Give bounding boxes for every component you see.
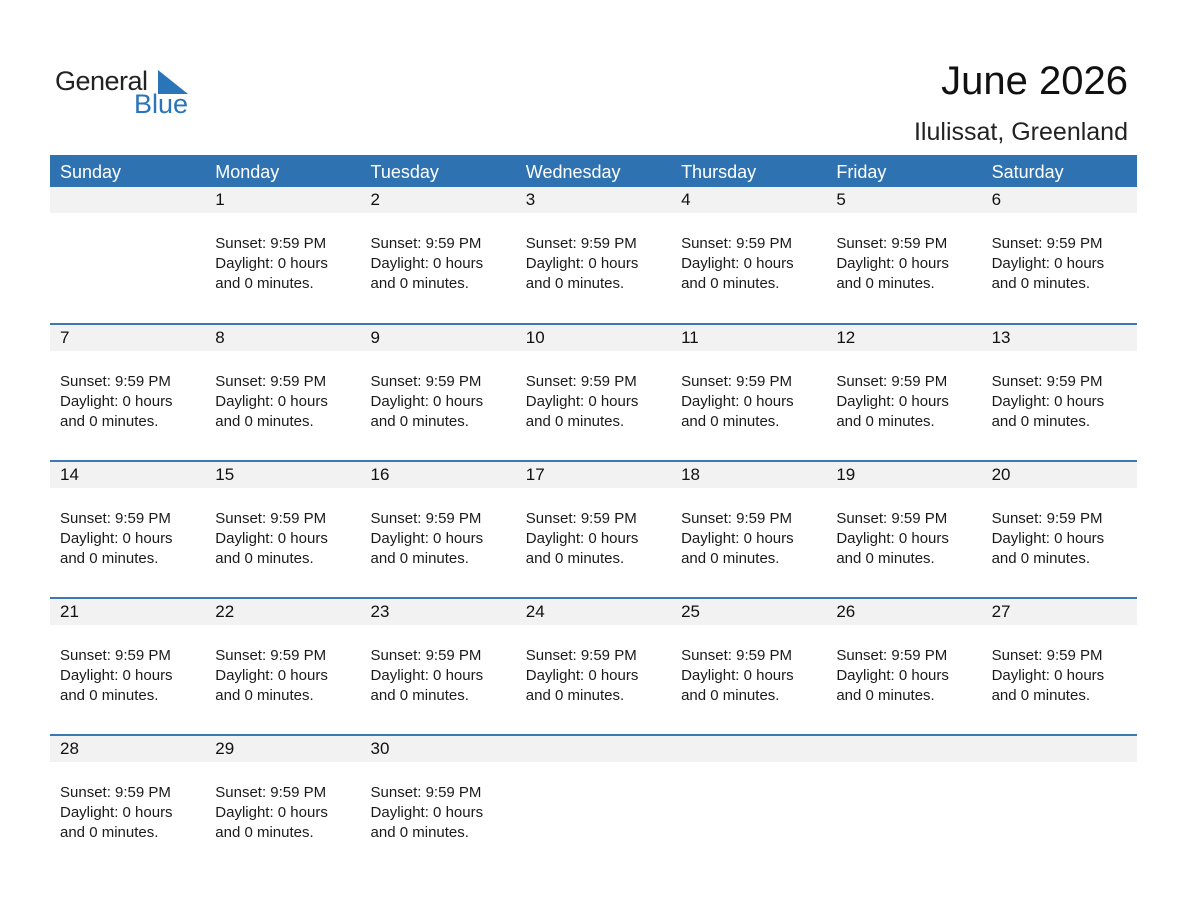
daylight-minutes: and 0 minutes. <box>991 550 1090 567</box>
day-number <box>826 736 981 762</box>
weekday-sunday: Sunday <box>60 162 122 182</box>
daylight-minutes: and 0 minutes. <box>215 275 314 292</box>
day-cell <box>205 646 360 706</box>
daylight-hours: Daylight: 0 hours <box>991 393 1105 410</box>
sunset-time: Sunset: 9:59 PM <box>370 647 482 664</box>
sunset-time: Sunset: 9:59 PM <box>836 373 948 390</box>
day-number: 20 <box>991 465 1011 484</box>
day-number: 24 <box>525 602 545 621</box>
daylight-minutes: and 0 minutes. <box>681 687 780 704</box>
day-cell <box>516 509 671 569</box>
daylight-hours: Daylight: 0 hours <box>60 804 173 821</box>
daylight-hours: Daylight: 0 hours <box>681 530 794 547</box>
day-number: 11 <box>681 328 699 347</box>
weekday-saturday: Saturday <box>991 162 1064 182</box>
day-cell <box>671 509 826 569</box>
daylight-hours: Daylight: 0 hours <box>836 667 949 684</box>
daylight-hours: Daylight: 0 hours <box>370 255 484 272</box>
daylight-minutes: and 0 minutes. <box>370 413 469 430</box>
day-cell <box>826 646 981 706</box>
sunset-time: Sunset: 9:59 PM <box>525 373 637 390</box>
daylight-hours: Daylight: 0 hours <box>525 667 639 684</box>
day-cell <box>50 234 205 294</box>
day-number: 21 <box>60 602 79 621</box>
day-number: 13 <box>991 328 1011 347</box>
sunset-time: Sunset: 9:59 PM <box>681 373 792 390</box>
weekday-tuesday: Tuesday <box>370 162 439 182</box>
day-cell <box>516 372 671 432</box>
daylight-hours: Daylight: 0 hours <box>370 667 484 684</box>
day-cell <box>982 646 1137 706</box>
sunset-time: Sunset: 9:59 PM <box>991 510 1103 527</box>
daylight-minutes: and 0 minutes. <box>60 413 159 430</box>
daylight-hours: Daylight: 0 hours <box>681 393 794 410</box>
calendar-week <box>50 460 1137 597</box>
weekday-header <box>50 155 1137 187</box>
day-number: 16 <box>370 465 390 484</box>
day-cell <box>982 783 1137 843</box>
weekday-thursday: Thursday <box>681 162 757 182</box>
calendar-grid <box>50 155 1137 871</box>
calendar-week <box>50 734 1137 871</box>
daylight-minutes: and 0 minutes. <box>836 687 935 704</box>
daylight-hours: Daylight: 0 hours <box>370 804 484 821</box>
day-number: 3 <box>525 190 536 209</box>
daylight-minutes: and 0 minutes. <box>370 824 469 841</box>
sunset-time: Sunset: 9:59 PM <box>836 235 948 252</box>
sunset-time: Sunset: 9:59 PM <box>991 373 1103 390</box>
sunset-time: Sunset: 9:59 PM <box>215 784 327 801</box>
calendar-weeks <box>50 187 1137 871</box>
daylight-minutes: and 0 minutes. <box>215 550 314 567</box>
sunset-time: Sunset: 9:59 PM <box>836 647 948 664</box>
day-number: 27 <box>991 602 1011 621</box>
day-cell <box>516 234 671 294</box>
day-number: 18 <box>681 465 700 484</box>
day-info-row <box>50 625 1137 706</box>
daylight-minutes: and 0 minutes. <box>60 550 159 567</box>
daylight-hours: Daylight: 0 hours <box>525 393 639 410</box>
day-cell <box>826 509 981 569</box>
day-number: 12 <box>836 328 856 347</box>
daylight-hours: Daylight: 0 hours <box>370 530 484 547</box>
day-cell <box>826 234 981 294</box>
day-number <box>516 736 671 762</box>
day-number: 4 <box>681 190 691 209</box>
sunset-time: Sunset: 9:59 PM <box>836 510 948 527</box>
sunset-time: Sunset: 9:59 PM <box>60 373 171 390</box>
day-cell <box>982 372 1137 432</box>
day-number: 8 <box>215 328 225 347</box>
day-cell <box>50 783 205 843</box>
calendar-week <box>50 187 1137 323</box>
day-cell <box>361 646 516 706</box>
day-info-row <box>50 762 1137 843</box>
day-number: 10 <box>525 328 545 347</box>
day-info-row <box>50 351 1137 432</box>
logo-text-general: General <box>55 66 148 96</box>
date-number-row <box>50 325 1137 351</box>
day-number: 14 <box>60 465 79 484</box>
daylight-minutes: and 0 minutes. <box>60 687 159 704</box>
day-cell <box>671 234 826 294</box>
day-cell <box>205 783 360 843</box>
day-number: 5 <box>836 190 846 209</box>
day-cell <box>361 783 516 843</box>
sunset-time: Sunset: 9:59 PM <box>60 784 171 801</box>
sunset-time: Sunset: 9:59 PM <box>215 373 327 390</box>
logo-text-blue: Blue <box>134 89 189 119</box>
daylight-hours: Daylight: 0 hours <box>836 393 949 410</box>
day-cell <box>361 234 516 294</box>
day-number: 28 <box>60 739 79 758</box>
daylight-minutes: and 0 minutes. <box>370 275 469 292</box>
day-number: 22 <box>215 602 235 621</box>
day-cell <box>516 646 671 706</box>
sunset-time: Sunset: 9:59 PM <box>370 784 482 801</box>
daylight-hours: Daylight: 0 hours <box>215 804 328 821</box>
sunset-time: Sunset: 9:59 PM <box>370 373 482 390</box>
sunset-time: Sunset: 9:59 PM <box>215 510 327 527</box>
sunset-time: Sunset: 9:59 PM <box>60 510 171 527</box>
sunset-time: Sunset: 9:59 PM <box>525 235 637 252</box>
day-cell <box>671 783 826 843</box>
page-title: June 2026 <box>941 59 1128 103</box>
daylight-minutes: and 0 minutes. <box>991 275 1090 292</box>
day-cell <box>361 372 516 432</box>
brand-logo <box>55 66 195 118</box>
day-cell <box>671 372 826 432</box>
day-cell <box>205 234 360 294</box>
daylight-hours: Daylight: 0 hours <box>836 530 949 547</box>
day-number: 2 <box>370 190 380 209</box>
day-number: 19 <box>836 465 856 484</box>
day-info-row <box>50 213 1137 294</box>
day-cell <box>205 372 360 432</box>
sunset-time: Sunset: 9:59 PM <box>215 647 327 664</box>
sunset-time: Sunset: 9:59 PM <box>60 647 171 664</box>
daylight-minutes: and 0 minutes. <box>215 687 314 704</box>
date-number-row <box>50 736 1137 762</box>
day-cell <box>516 783 671 843</box>
daylight-hours: Daylight: 0 hours <box>215 393 328 410</box>
daylight-hours: Daylight: 0 hours <box>215 255 328 272</box>
day-number <box>671 736 826 762</box>
sunset-time: Sunset: 9:59 PM <box>370 510 482 527</box>
daylight-minutes: and 0 minutes. <box>370 550 469 567</box>
daylight-minutes: and 0 minutes. <box>836 413 935 430</box>
sunset-time: Sunset: 9:59 PM <box>991 647 1103 664</box>
day-cell <box>361 509 516 569</box>
day-number: 1 <box>215 190 225 209</box>
daylight-hours: Daylight: 0 hours <box>991 255 1105 272</box>
daylight-minutes: and 0 minutes. <box>60 824 159 841</box>
day-cell <box>50 372 205 432</box>
day-cell <box>826 783 981 843</box>
day-number: 17 <box>525 465 545 484</box>
daylight-minutes: and 0 minutes. <box>215 824 314 841</box>
daylight-hours: Daylight: 0 hours <box>525 255 639 272</box>
daylight-hours: Daylight: 0 hours <box>60 393 173 410</box>
date-number-row <box>50 599 1137 625</box>
sunset-time: Sunset: 9:59 PM <box>681 647 792 664</box>
sunset-time: Sunset: 9:59 PM <box>525 647 637 664</box>
date-number-row <box>50 187 1137 213</box>
daylight-hours: Daylight: 0 hours <box>60 667 173 684</box>
daylight-minutes: and 0 minutes. <box>991 413 1090 430</box>
day-number: 26 <box>836 602 856 621</box>
day-number: 15 <box>215 465 235 484</box>
daylight-minutes: and 0 minutes. <box>525 550 625 567</box>
weekday-wednesday: Wednesday <box>525 162 621 182</box>
sunset-time: Sunset: 9:59 PM <box>681 510 792 527</box>
daylight-hours: Daylight: 0 hours <box>991 667 1105 684</box>
daylight-hours: Daylight: 0 hours <box>215 667 328 684</box>
day-info-row <box>50 488 1137 569</box>
day-number <box>982 736 1137 762</box>
sunset-time: Sunset: 9:59 PM <box>215 235 327 252</box>
day-number: 9 <box>370 328 380 347</box>
day-cell <box>205 509 360 569</box>
daylight-hours: Daylight: 0 hours <box>836 255 949 272</box>
weekday-friday: Friday <box>836 162 887 182</box>
daylight-hours: Daylight: 0 hours <box>681 255 794 272</box>
calendar-week <box>50 597 1137 734</box>
sunset-time: Sunset: 9:59 PM <box>681 235 792 252</box>
day-number: 29 <box>215 739 235 758</box>
daylight-minutes: and 0 minutes. <box>525 275 625 292</box>
daylight-hours: Daylight: 0 hours <box>681 667 794 684</box>
daylight-hours: Daylight: 0 hours <box>370 393 484 410</box>
day-cell <box>50 646 205 706</box>
daylight-minutes: and 0 minutes. <box>525 687 625 704</box>
day-cell <box>982 509 1137 569</box>
daylight-minutes: and 0 minutes. <box>525 413 625 430</box>
daylight-minutes: and 0 minutes. <box>370 687 469 704</box>
location-subtitle: Ilulissat, Greenland <box>913 118 1128 146</box>
daylight-minutes: and 0 minutes. <box>681 275 780 292</box>
calendar-week <box>50 323 1137 460</box>
day-cell <box>671 646 826 706</box>
daylight-minutes: and 0 minutes. <box>991 687 1090 704</box>
day-cell <box>982 234 1137 294</box>
daylight-minutes: and 0 minutes. <box>836 550 935 567</box>
sunset-time: Sunset: 9:59 PM <box>370 235 482 252</box>
weekday-monday: Monday <box>215 162 280 182</box>
daylight-hours: Daylight: 0 hours <box>525 530 639 547</box>
daylight-minutes: and 0 minutes. <box>836 275 935 292</box>
date-number-row <box>50 462 1137 488</box>
day-number <box>50 187 205 213</box>
day-number: 7 <box>60 328 70 347</box>
day-number: 6 <box>991 190 1002 209</box>
sunset-time: Sunset: 9:59 PM <box>525 510 637 527</box>
day-number: 23 <box>370 602 390 621</box>
daylight-minutes: and 0 minutes. <box>681 550 780 567</box>
day-number: 25 <box>681 602 700 621</box>
day-number: 30 <box>370 739 390 758</box>
daylight-hours: Daylight: 0 hours <box>215 530 328 547</box>
daylight-hours: Daylight: 0 hours <box>991 530 1105 547</box>
daylight-hours: Daylight: 0 hours <box>60 530 173 547</box>
sunset-time: Sunset: 9:59 PM <box>991 235 1103 252</box>
day-cell <box>50 509 205 569</box>
daylight-minutes: and 0 minutes. <box>681 413 780 430</box>
day-cell <box>826 372 981 432</box>
daylight-minutes: and 0 minutes. <box>215 413 314 430</box>
